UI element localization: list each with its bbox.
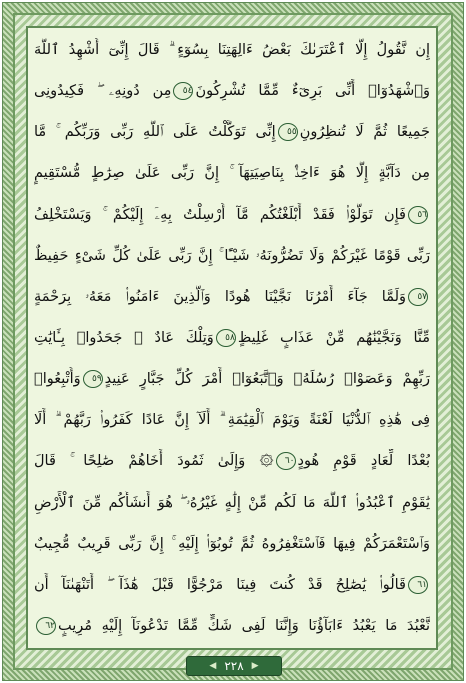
- verse-text: يَٰقَوْمِ ٱعْبُدُوا۟ ٱللَّهَ مَا لَكُم مِّنْ إِلَٰهٍ غَيْرُهُۥ ۖ هُوَ أَنشَأَكُم مِّنَ ٱلْأَرْضِ: [34, 494, 430, 511]
- right-triangle-icon: ▶: [251, 661, 259, 671]
- mushaf-page: [26, 26, 438, 650]
- verse-line: [34, 449, 430, 473]
- verse-line: [34, 326, 430, 350]
- verse-line: [34, 120, 430, 144]
- verse-line: [34, 244, 430, 268]
- ayah-number-marker: ٦٢: [36, 617, 56, 635]
- verse-text: مِّنَّا وَنَجَّيْنَٰهُم مِّنْ عَذَابٍ غَلِيظٍ: [237, 329, 430, 346]
- verse-text: نَّعْبُدَ مَا يَعْبُدُ ءَابَآؤُنَا وَإِنَّنَا لَفِى شَكٍّ مِّمَّا تَدْعُونَآ إِلَيْهِ مُرِيبٍ: [58, 617, 430, 634]
- ayah-number-marker: ٥٩: [83, 370, 103, 388]
- left-triangle-icon: ◀: [209, 661, 217, 671]
- verse-text-continuation: فَإِن تَوَلَّوْا۟ فَقَدْ أَبْلَغْتُكُم مَّآ أُرْسِلْتُ بِهِۦٓ إِلَيْكُمْ ۚ وَيَسْتَخْلِفُ: [34, 206, 406, 223]
- verse-line: [34, 161, 430, 185]
- verse-text: وَٱسْتَعْمَرَكُمْ فِيهَا فَٱسْتَغْفِرُوهُ ثُمَّ تُوبُوٓا۟ إِلَيْهِ ۚ إِنَّ رَبِّى قَرِيبٌ مُّجِيبٌ: [34, 535, 430, 552]
- verse-text: رَبِّهِمْ وَعَصَوْا۟ رُسُلَهُۥ وَٱتَّبَعُوٓا۟ أَمْرَ كُلِّ جَبَّارٍ عَنِيدٍ: [104, 371, 430, 388]
- verse-text-continuation: ۞ وَإِلَىٰ ثَمُودَ أَخَاهُمْ صَٰلِحًا ۚ قَالَ: [34, 453, 274, 470]
- verse-line: [34, 614, 430, 638]
- verse-line: [34, 491, 430, 515]
- verse-text: وَٱشْهَدُوٓا۟ أَنِّى بَرِىٓءٌ مِّمَّا تُشْرِكُونَ: [195, 83, 430, 100]
- verse-text: مِن دَآبَّةٍ إِلَّا هُوَ ءَاخِذٌۢ بِنَاصِيَتِهَآ ۚ إِنَّ رَبِّى عَلَىٰ صِرَٰطٍ مُّسْتَقِيمٍ: [34, 165, 430, 182]
- verse-line: [34, 408, 430, 432]
- ayah-number-marker: ٥٥: [278, 123, 298, 141]
- verse-text-continuation: وَأُتْبِعُوا۟: [34, 371, 81, 388]
- verse-line: [34, 38, 430, 62]
- page-number-bar: [186, 656, 282, 676]
- verse-text-continuation: قَالُوا۟ يَٰصَٰلِحُ قَدْ كُنتَ فِينَا مَرْجُوًّا قَبْلَ هَٰذَآ ۖ أَتَنْهَىٰنَآ أَن: [34, 576, 406, 593]
- verse-text-continuation: وَلَمَّا جَآءَ أَمْرُنَا نَجَّيْنَا هُودًا وَٱلَّذِينَ ءَامَنُوا۟ مَعَهُۥ بِرَحْمَةٍ: [34, 288, 406, 305]
- ayah-number-marker: ٥٦: [408, 206, 428, 224]
- ayah-number-marker: ٥٧: [408, 288, 428, 306]
- ayah-number-marker: ٥٤: [173, 82, 193, 100]
- verse-line: [34, 79, 430, 103]
- verse-line: [34, 285, 430, 309]
- verse-text: رَبِّى قَوْمًا غَيْرَكُمْ وَلَا تَضُرُّونَهُۥ شَيْـًٔا ۚ إِنَّ رَبِّى عَلَىٰ كُلِّ شَىْءٍ حَفِيظٌ: [34, 247, 430, 264]
- verse-line: [34, 532, 430, 556]
- verse-text: جَمِيعًا ثُمَّ لَا تُنظِرُونِ: [299, 124, 430, 141]
- verse-line: [34, 367, 430, 391]
- verse-text: بُعْدًا لِّعَادٍ قَوْمِ هُودٍ: [297, 453, 430, 470]
- ayah-number-marker: ٦١: [408, 576, 428, 594]
- verse-line: [34, 203, 430, 227]
- verse-line: [34, 573, 430, 597]
- verse-text-continuation: مِن دُونِهِۦ ۖ فَكِيدُونِى: [34, 83, 172, 100]
- verse-text: إِن نَّقُولُ إِلَّا ٱعْتَرَىٰكَ بَعْضُ ءَالِهَتِنَا بِسُوٓءٍ ۗ قَالَ إِنِّىٓ أُشْهِدُ ٱللَّهَ: [34, 42, 430, 58]
- text-lines: [34, 38, 430, 638]
- ayah-number-marker: ٥٨: [216, 329, 236, 347]
- verse-text: فِى هَٰذِهِ ٱلدُّنْيَا لَعْنَةً وَيَوْمَ ٱلْقِيَٰمَةِ ۗ أَلَآ إِنَّ عَادًا كَفَرُوا۟ رَبَّهُمْ ۗ أَلَا: [34, 412, 430, 429]
- page-number: ٢٢٨: [224, 659, 244, 673]
- verse-text-continuation: إِنِّى تَوَكَّلْتُ عَلَى ٱللَّهِ رَبِّى وَرَبِّكُم ۚ مَّا: [34, 124, 276, 141]
- verse-text-continuation: وَتِلْكَ عَادٌ ۖ جَحَدُوا۟ بِـَٔايَٰتِ: [34, 329, 214, 346]
- ayah-number-marker: ٦٠: [276, 452, 296, 470]
